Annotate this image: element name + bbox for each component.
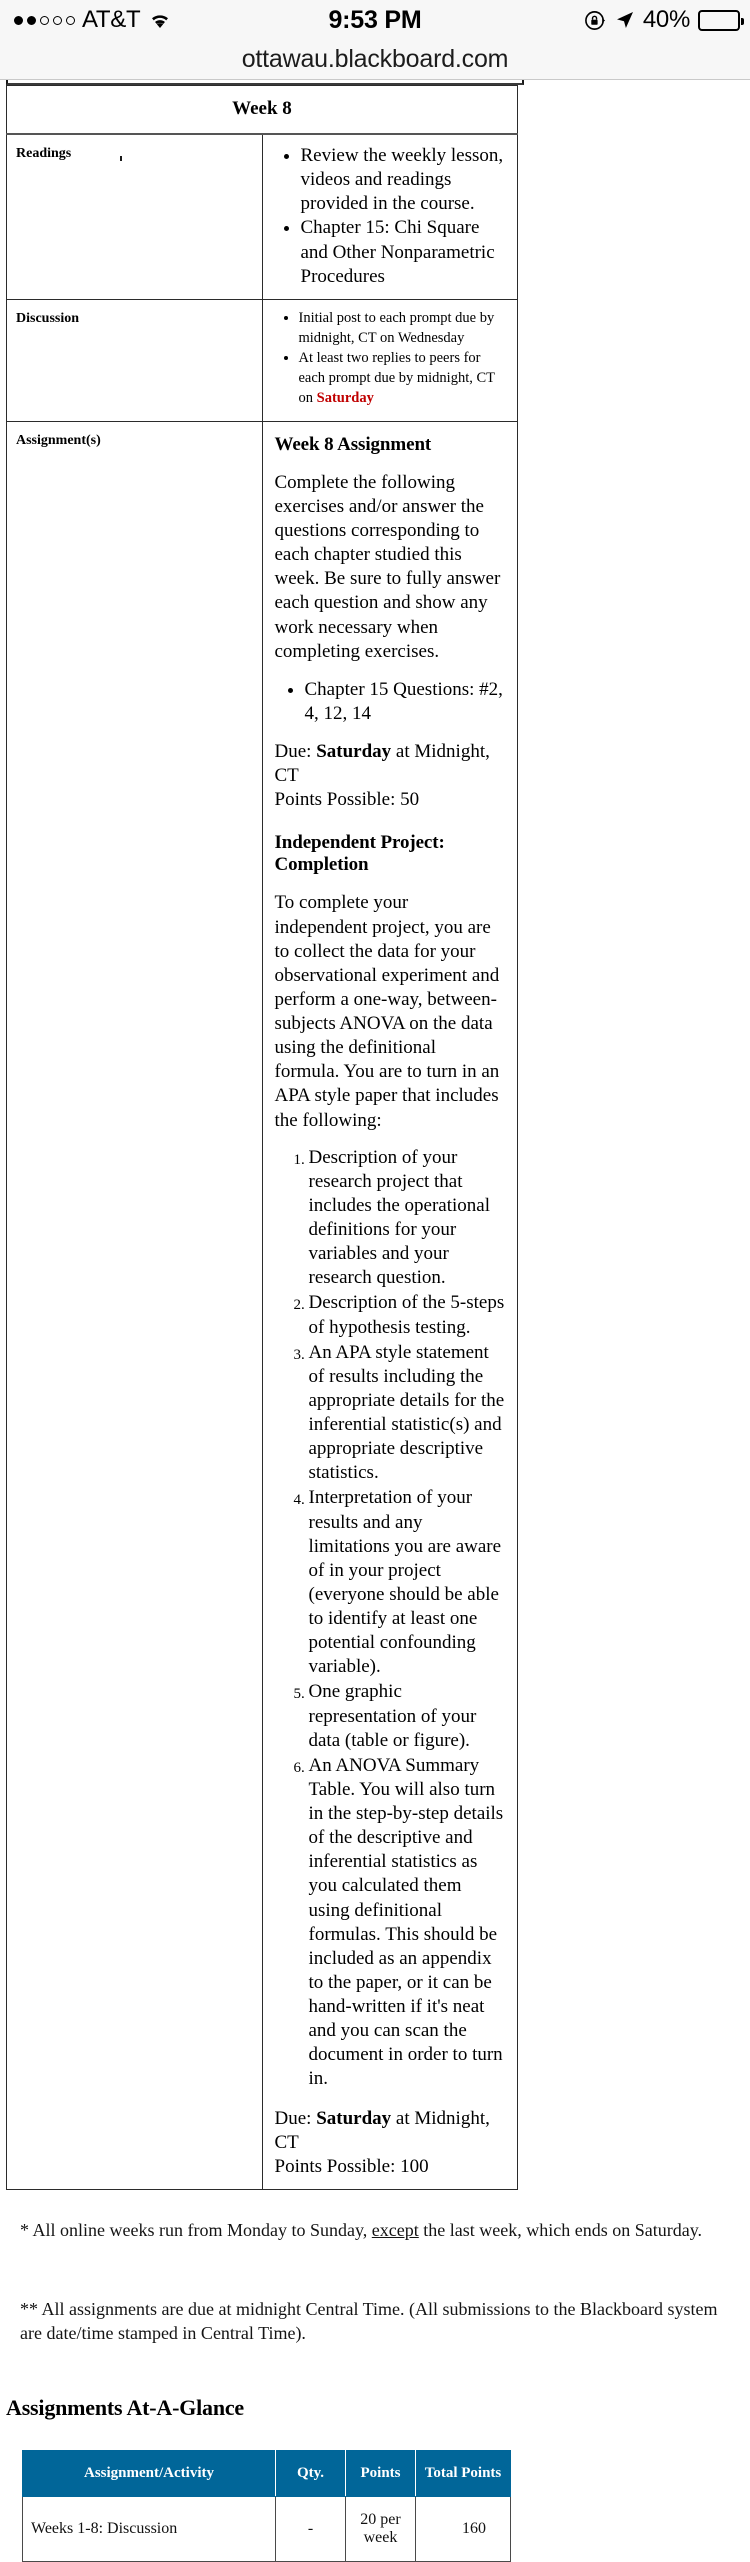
previous-row-sliver-divider bbox=[120, 156, 122, 161]
footnote-timezone: ** All assignments are due at midnight Central Time. (All submissions to the Blackboard system are date/time stamped in Central Time). bbox=[20, 2299, 718, 2343]
location-arrow-icon bbox=[615, 10, 635, 30]
project-heading: Independent Project: Completion bbox=[274, 832, 445, 876]
table-row-week-title bbox=[7, 86, 518, 135]
list-item bbox=[309, 1681, 506, 1753]
list-item: • Review the weekly lesson, videos and readings provided in the course. bbox=[301, 144, 508, 216]
column-header-total-points: Total Points bbox=[416, 2451, 511, 2497]
list-item bbox=[309, 1147, 506, 1292]
assignments-at-a-glance-table bbox=[22, 2450, 511, 2562]
readings-list bbox=[273, 144, 508, 289]
discussion-list bbox=[273, 308, 508, 408]
status-bar-left bbox=[14, 6, 171, 34]
list-item: • Chapter 15: Chi Square and Other Nonparametric Procedures bbox=[301, 216, 508, 288]
list-item bbox=[309, 1292, 506, 1340]
assignment-due-block bbox=[275, 740, 506, 812]
column-header-points: Points bbox=[346, 2451, 416, 2497]
cell-points: 20 per week bbox=[346, 2497, 416, 2562]
list-item bbox=[309, 1342, 506, 1487]
table-header-row bbox=[23, 2451, 511, 2497]
status-bar-clock: 9:53 PM bbox=[328, 6, 422, 34]
list-item-text: 6. An ANOVA Summary Table. You will also turn in the step-by-step details of the descriptive and inferential statistics as you calculated them using definitional formulas. This should be included as an appendix to the paper, or it can be hand-written if it's neat and you can scan the document in order to turn in. bbox=[308, 1754, 504, 2090]
battery-icon bbox=[698, 10, 740, 31]
page-content bbox=[0, 80, 750, 2547]
column-header-qty: Qty. bbox=[276, 2451, 346, 2497]
status-bar bbox=[0, 0, 750, 40]
table-row-readings bbox=[7, 134, 518, 299]
weekly-schedule-table bbox=[6, 85, 518, 2190]
discussion-due-day: Saturday bbox=[316, 389, 374, 406]
rotation-lock-icon bbox=[584, 9, 607, 32]
due-day: Saturday bbox=[316, 741, 392, 762]
assignment-heading: Week 8 Assignment bbox=[274, 433, 432, 455]
due-suffix: at Midnight, CT bbox=[274, 741, 490, 787]
column-header-activity: Assignment/Activity bbox=[23, 2451, 276, 2497]
cellular-signal-icon bbox=[14, 16, 75, 25]
row-label-discussion: Discussion bbox=[7, 299, 263, 421]
footnote-underlined-word: except bbox=[371, 2219, 419, 2240]
assignment-points: Points Possible: 50 bbox=[274, 789, 420, 811]
table-row bbox=[23, 2497, 511, 2562]
project-points: Points Possible: 100 bbox=[274, 2155, 429, 2177]
assignments-content bbox=[262, 421, 518, 2189]
list-item-text: 2. Description of the 5-steps of hypothesis testing. bbox=[308, 1292, 505, 1338]
address-bar[interactable] bbox=[0, 40, 750, 79]
list-item-text: At least two replies to peers for each prompt due by midnight, CT on bbox=[298, 349, 495, 406]
list-item-text: 4. Interpretation of your results and any limitations you are aware of in your project (everyone should be able to identify at least one potential confounding variable). bbox=[308, 1487, 502, 1678]
footnote-text-end: the last week, which ends on Saturday. bbox=[418, 2219, 703, 2240]
list-item-text: 5. One graphic representation of your data (table or figure). bbox=[308, 1681, 477, 1751]
footnote-text-start: * All online weeks run from Monday to Sunday, bbox=[20, 2219, 372, 2240]
discussion-content bbox=[262, 299, 518, 421]
table-row-assignments bbox=[7, 421, 518, 2189]
carrier-label: AT&T bbox=[82, 6, 141, 33]
list-item: • Chapter 15 Questions: #2, 4, 12, 14 bbox=[305, 678, 506, 726]
assignment-due-line bbox=[275, 740, 506, 788]
list-item bbox=[309, 1755, 506, 2093]
status-bar-right bbox=[584, 6, 740, 34]
list-item bbox=[309, 1487, 506, 1680]
list-item bbox=[299, 348, 508, 408]
due-prefix: Due: bbox=[274, 2107, 317, 2129]
project-step-list bbox=[275, 1147, 506, 2093]
list-item-text: 3. An APA style statement of results including the appropriate details for the inferential statistic(s) and appropriate descriptive statistics. bbox=[308, 1341, 505, 1484]
list-item-text: 1. Description of your research project that includes the operational definitions for your variables and your research question. bbox=[308, 1146, 490, 1289]
browser-chrome bbox=[0, 0, 750, 80]
url-text: ottawau.blackboard.com bbox=[241, 45, 509, 73]
cell-qty: - bbox=[276, 2497, 346, 2562]
readings-content bbox=[262, 134, 518, 299]
week-title: Week 8 bbox=[7, 86, 518, 135]
due-day: Saturday bbox=[316, 2107, 392, 2129]
project-intro: To complete your independent project, you are to collect the data for your observational experiment and perform a one-way, between-subjects ANOVA on the data using the definitional formula. You are to turn in an APA style paper that includes the following: bbox=[274, 892, 500, 1131]
wifi-icon bbox=[147, 12, 171, 29]
cell-total: 160 bbox=[416, 2497, 511, 2562]
battery-percent-label: 40% bbox=[642, 6, 690, 33]
footnote-weeks bbox=[20, 2219, 730, 2242]
row-label-readings: Readings bbox=[7, 134, 263, 299]
project-due-line bbox=[275, 2107, 506, 2155]
assignment-bullet-list bbox=[275, 678, 506, 726]
project-due-block bbox=[275, 2107, 506, 2179]
table-row-discussion bbox=[7, 299, 518, 421]
cell-activity: Weeks 1-8: Discussion bbox=[23, 2497, 276, 2562]
due-suffix: at Midnight, CT bbox=[274, 2107, 490, 2153]
page-title-assignments-at-a-glance: Assignments At-A-Glance bbox=[6, 2395, 245, 2421]
due-prefix: Due: bbox=[274, 741, 317, 762]
row-label-assignments: Assignment(s) bbox=[7, 421, 263, 2189]
assignment-intro: Complete the following exercises and/or answer the questions corresponding to each chapter studied this week. Be sure to fully answer each question and show any work necessary when completing exercises. bbox=[274, 471, 501, 662]
list-item: • Initial post to each prompt due by midnight, CT on Wednesday bbox=[299, 308, 508, 348]
